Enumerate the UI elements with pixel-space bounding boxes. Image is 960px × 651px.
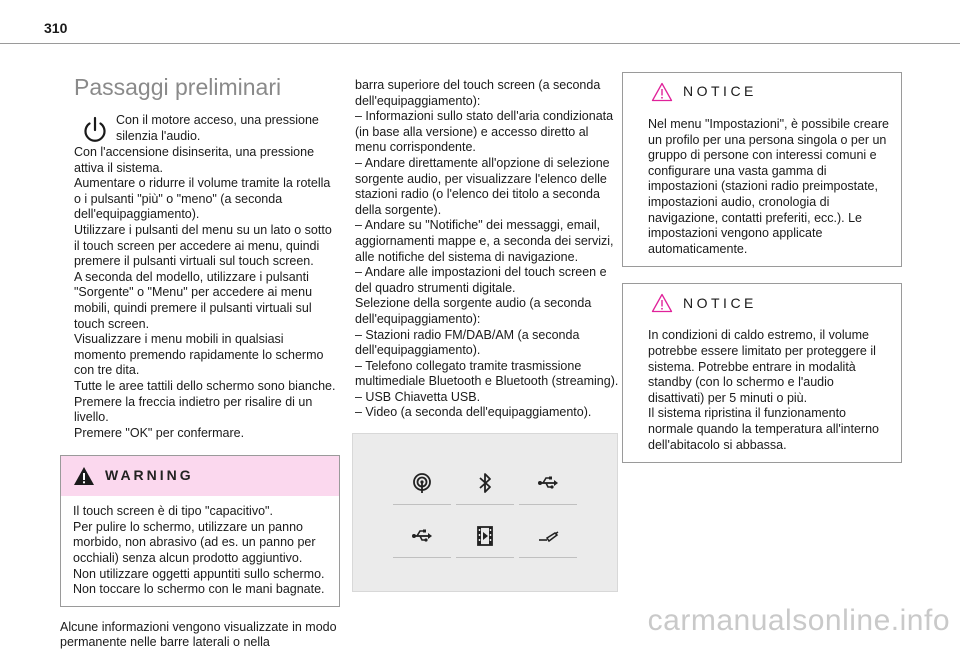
warning-header: [61, 456, 339, 496]
list-item: – Informazioni sullo stato dell'aria condizionata (in base alla versione) e accesso diretto al menu corrispondente.: [355, 109, 614, 155]
notice-header: [623, 73, 901, 111]
notice-text: Il sistema ripristina il funzionamento normale quando la temperatura all'interno dell'abitacolo si abbassa.: [648, 406, 879, 452]
paragraph: Con l'accensione disinserita, una pressione attiva il sistema.: [74, 145, 315, 175]
column-left: [60, 74, 337, 651]
paragraph: Aumentare o ridurre il volume tramite la rotella o i pulsanti "più" o "meno" (a seconda dell'equipaggiamento).: [74, 176, 331, 222]
list-item: – Andare direttamente all'opzione di selezione sorgente audio, per visualizzare l'elenco delle stazioni radio (o l'elenco dei titolo a seconda della sorgente).: [355, 155, 610, 217]
list-item: – Stazioni radio FM/DAB/AM (a seconda dell'equipaggiamento).: [355, 327, 580, 358]
notice-title: NOTICE: [683, 83, 757, 100]
paragraph: Visualizzare i menu mobili in qualsiasi momento premendo rapidamente lo schermo con tre dita.: [74, 332, 324, 378]
usb-icon: [393, 525, 451, 558]
notice-body: [623, 322, 901, 462]
paragraph: Tutte le aree tattili dello schermo sono bianche.: [74, 378, 336, 393]
audio-source-panel: [352, 433, 618, 592]
radio-icon: [393, 472, 451, 505]
aux-cable-icon: [519, 525, 577, 558]
bluetooth-icon: [456, 472, 514, 505]
paragraph: barra superiore del touch screen (a seconda dell'equipaggiamento):: [355, 78, 601, 108]
warning-line: Il touch screen è di tipo "capacitivo".: [73, 504, 273, 519]
watermark: carmanualsonline.info: [647, 604, 950, 637]
caution-icon: [651, 293, 673, 313]
paragraph: Alcune informazioni vengono visualizzate in modo permanente nelle barre laterali o nella: [60, 619, 337, 650]
usb-icon: [519, 472, 577, 505]
warning-line: Non utilizzare oggetti appuntiti sullo schermo.: [73, 566, 325, 581]
intro-text: [116, 111, 319, 144]
section-title: Passaggi preliminari: [74, 74, 282, 100]
notice-title: NOTICE: [683, 294, 757, 311]
notice-body: [623, 111, 901, 266]
paragraph: Premere la freccia indietro per risalire di un livello.: [74, 394, 313, 425]
warning-title: WARNING: [105, 467, 194, 484]
intro-line: Con il motore acceso, una pressione: [116, 113, 319, 127]
notice-box: [622, 72, 902, 267]
continued-text: [60, 620, 338, 651]
paragraph: Premere "OK" per confermare.: [74, 425, 245, 440]
notice-text: In condizioni di caldo estremo, il volume potrebbe essere limitato per proteggere il sistema. Potrebbe entrare in modalità standby (con lo schermo e l'audio disattivati) per 5 minuti o più.: [648, 328, 876, 405]
warning-body: [61, 496, 339, 606]
list-item: – Video (a seconda dell'equipaggiamento).: [355, 405, 592, 420]
video-icon: [456, 525, 514, 558]
header-divider: [0, 43, 960, 44]
notice-header: [623, 284, 901, 322]
list-item: – Andare su "Notifiche" dei messaggi, email, aggiornamenti mappe e, a seconda dei servizi, alle notifiche del sistema di navigazione.: [355, 218, 614, 264]
column-middle: [355, 78, 620, 592]
notice-text: Nel menu "Impostazioni", è possibile creare un profilo per una persona singola o per un gruppo di persone con interessi comuni e configurare una vasta gamma di impostazioni (stazioni radio preimpostate, impostazioni audio, cronologia di navigazione, contatti preferiti, ecc.). Le impostazioni vengono applicate automaticamente.: [648, 117, 889, 256]
list-item: – Andare alle impostazioni del touch screen e del quadro strumenti digitale.: [355, 265, 607, 295]
list-item: – Telefono collegato tramite trasmissione multimediale Bluetooth e Bluetooth (streaming).: [355, 358, 619, 389]
intro-block: [74, 111, 336, 145]
paragraph: A seconda del modello, utilizzare i pulsanti "Sorgente" o "Menu" per accedere ai menu mobili, quindi premere il pulsanti virtuali sul touch screen.: [74, 269, 313, 331]
notice-box: [622, 283, 902, 463]
warning-line: Non toccare lo schermo con le mani bagnate.: [73, 582, 325, 597]
list-item: – USB Chiavetta USB.: [355, 389, 481, 404]
intro-line: silenzia l'audio.: [116, 128, 201, 143]
page-number: 310: [44, 20, 68, 36]
warning-box: [60, 455, 340, 607]
warning-line: Per pulire lo schermo, utilizzare un panno morbido, non abrasivo (ad es. un panno per occhiali) senza alcun prodotto aggiuntivo.: [73, 519, 316, 566]
paragraph: Utilizzare i pulsanti del menu su un lato o sotto il touch screen per accedere ai menu, quindi premere il pulsanti virtuali sul touch screen.: [74, 222, 332, 269]
caution-icon: [651, 82, 673, 102]
paragraph: Selezione della sorgente audio (a seconda dell'equipaggiamento):: [355, 296, 592, 326]
column-right: [622, 72, 902, 479]
warning-icon: [73, 466, 95, 486]
power-icon: [80, 115, 110, 145]
